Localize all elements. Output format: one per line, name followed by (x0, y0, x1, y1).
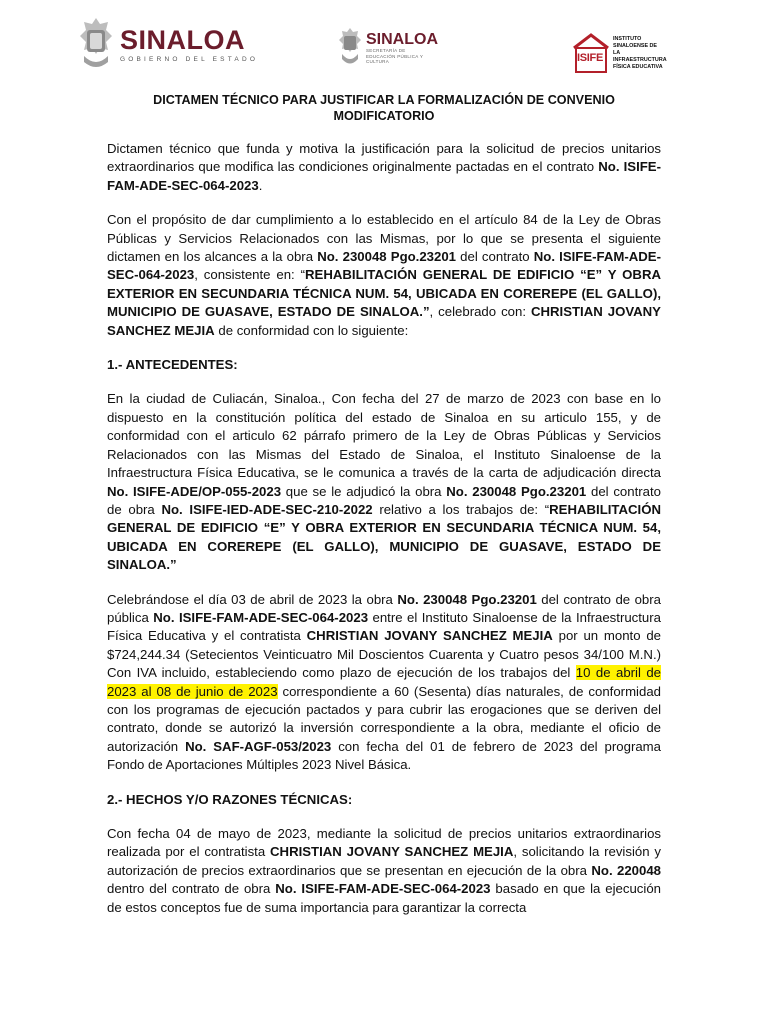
work-number: No. 220048 (591, 862, 662, 878)
text-run: basado en que la ejecución de estos conceptos fue de suma importancia para garantizar la correcta (107, 881, 661, 915)
intro-paragraph (107, 140, 661, 195)
work-description: REHABILITACIÓN GENERAL DE EDIFICIO “E” Y OBRA EXTERIOR EN SECUNDARIA TÉCNICA NUM. 54, UBICADA EN COREREPE (EL GALLO), MUNICIPIO DE GUASAVE, ESTADO DE SINALOA.” (107, 267, 661, 320)
work-number: No. 230048 Pgo.23201 (317, 249, 457, 265)
document-title: DICTAMEN TÉCNICO PARA JUSTIFICAR LA FORMALIZACIÓN DE CONVENIO MODIFICATORIO (153, 93, 615, 123)
contract-number: No. ISIFE-FAM-ADE-SEC-064-2023 (107, 159, 661, 193)
work-number: No. 230048 Pgo.23201 (446, 483, 587, 499)
text-run: Dictamen técnico que funda y motiva la justificación para la solicitud de precios unitarios extraordinarios que modifica las condiciones originalmente pactadas en el contrato (107, 141, 661, 175)
text-run: , consistente en: “ (194, 267, 306, 283)
text-run: que se le adjudicó la obra (281, 483, 447, 499)
text-run: , solicitando la revisión y autorización de precios extraordinarios que se presentan en ejecución de la obra (107, 844, 661, 878)
contractor-name: CHRISTIAN JOVANY SANCHEZ MEJIA (107, 304, 661, 338)
text-run: En la ciudad de Culiacán, Sinaloa., Con fecha del 27 de marzo de 2023 con base en lo dispuesto en la constitución política del estado de Sinaloa en su articulo 155, y de conformidad con el articulo 62 párrafo primero de la Ley de Obras Públicas y Servicios Relacionados con las Mismas del Estado de Sinaloa, el Instituto Sinaloense de la Infraestructura Física Educativa, se le comunica a través de la carta de adjudicación directa (107, 391, 661, 481)
highlighted-date-range: 10 de abril de 2023 al 08 de junio de 2023 (107, 665, 661, 699)
text-run: del contrato (456, 249, 534, 265)
contractor-name: CHRISTIAN JOVANY SANCHEZ MEJIA (270, 844, 514, 860)
isife-logo (572, 32, 667, 74)
text-run: correspondiente a 60 (Sesenta) días naturales, de conformidad con los programas de ejecución pactados y para cubrir las erogaciones que se deriven del contrato, donde se autorizó la inversión correspondiente a la obra, mediante el oficio de autorización (107, 683, 661, 754)
hechos-paragraph (107, 825, 661, 917)
sepyc-logo (338, 26, 438, 70)
contractor-name: CHRISTIAN JOVANY SANCHEZ MEJIA (306, 628, 553, 644)
text-run: por un monto de $724,244.34 (Setecientos Veinticuatro Mil Doscientos Cuarenta y Cuatro pesos 34/100 M.N.) Con IVA incluido, estableciendo como plazo de ejecución de los trabajos del (107, 628, 661, 681)
document-body (107, 92, 661, 917)
text-run: Con fecha 04 de mayo de 2023, mediante la solicitud de precios unitarios extraordinarios realizada por el contratista (107, 826, 661, 860)
header-logos (0, 12, 768, 82)
logo-left-subtitle: GOBIERNO DEL ESTADO (120, 55, 259, 63)
sinaloa-government-logo (78, 16, 258, 72)
text-run: relativo a los trabajos de: “ (372, 501, 550, 517)
work-description: REHABILITACIÓN GENERAL DE EDIFICIO “E” Y OBRA EXTERIOR EN SECUNDARIA TÉCNICA NUM. 54, UBICADA EN COREREPE (EL GALLO), MUNICIPIO DE GUASAVE, ESTADO DE SINALOA.” (107, 501, 661, 573)
isife-institution-name: INSTITUTO SINALOENSE DE LA INFRAESTRUCTURA FÍSICA EDUCATIVA (613, 35, 667, 70)
state-crest-icon (78, 16, 114, 72)
authorization-number: No. SAF-AGF-053/2023 (185, 738, 332, 754)
logo-mid-title: SINALOA (366, 31, 438, 49)
purpose-paragraph (107, 211, 661, 340)
contract-number: No. ISIFE-FAM-ADE-SEC-064-2023 (153, 609, 369, 625)
text-run: Celebrándose el día 03 de abril de 2023 la obra (107, 591, 398, 607)
contract-number: No. ISIFE-FAM-ADE-SEC-064-2023 (275, 881, 491, 897)
work-number: No. 230048 Pgo.23201 (397, 591, 537, 607)
state-crest-small-icon (338, 26, 362, 70)
contract-number: No. ISIFE-IED-ADE-SEC-210-2022 (161, 501, 373, 517)
adjudication-number: No. ISIFE-ADE/OP-055-2023 (107, 483, 282, 499)
isife-mark (572, 32, 610, 74)
isife-mark-text: ISIFE (577, 52, 604, 64)
text-run: entre el Instituto Sinaloense de la Infraestructura Física Educativa y el contratista (107, 609, 661, 644)
logo-left-title: SINALOA (120, 24, 245, 55)
text-run: del contrato de obra pública (107, 591, 661, 625)
text-run: Con el propósito de dar cumplimiento a lo establecido en el artículo 84 de la Ley de Obras Públicas y Servicios Relacionados con las Mismas, por lo que se presenta el siguiente dictamen en los alcances a la obra (107, 212, 661, 265)
contract-number: No. ISIFE-FAM-ADE-SEC-064-2023 (107, 249, 661, 283)
text-run: de conformidad con lo siguiente: (214, 322, 409, 338)
text-run: con fecha del 01 de febrero de 2023 del programa Fondo de Aportaciones Múltiples 2023 Nivel Básica. (107, 738, 661, 773)
text-run: . (258, 177, 263, 193)
section-heading-antecedentes: 1.- ANTECEDENTES: (107, 357, 238, 373)
antecedentes-paragraph (107, 390, 661, 574)
text-run: del contrato de obra (107, 483, 661, 517)
logo-mid-subtitle: SECRETARÍA DE EDUCACIÓN PÚBLICA Y CULTURA (366, 48, 424, 65)
section-heading-hechos: 2.- HECHOS Y/O RAZONES TÉCNICAS: (107, 791, 353, 807)
celebration-paragraph (107, 591, 661, 775)
text-run: dentro del contrato de obra (107, 881, 276, 897)
text-run: , celebrado con: (429, 304, 531, 320)
